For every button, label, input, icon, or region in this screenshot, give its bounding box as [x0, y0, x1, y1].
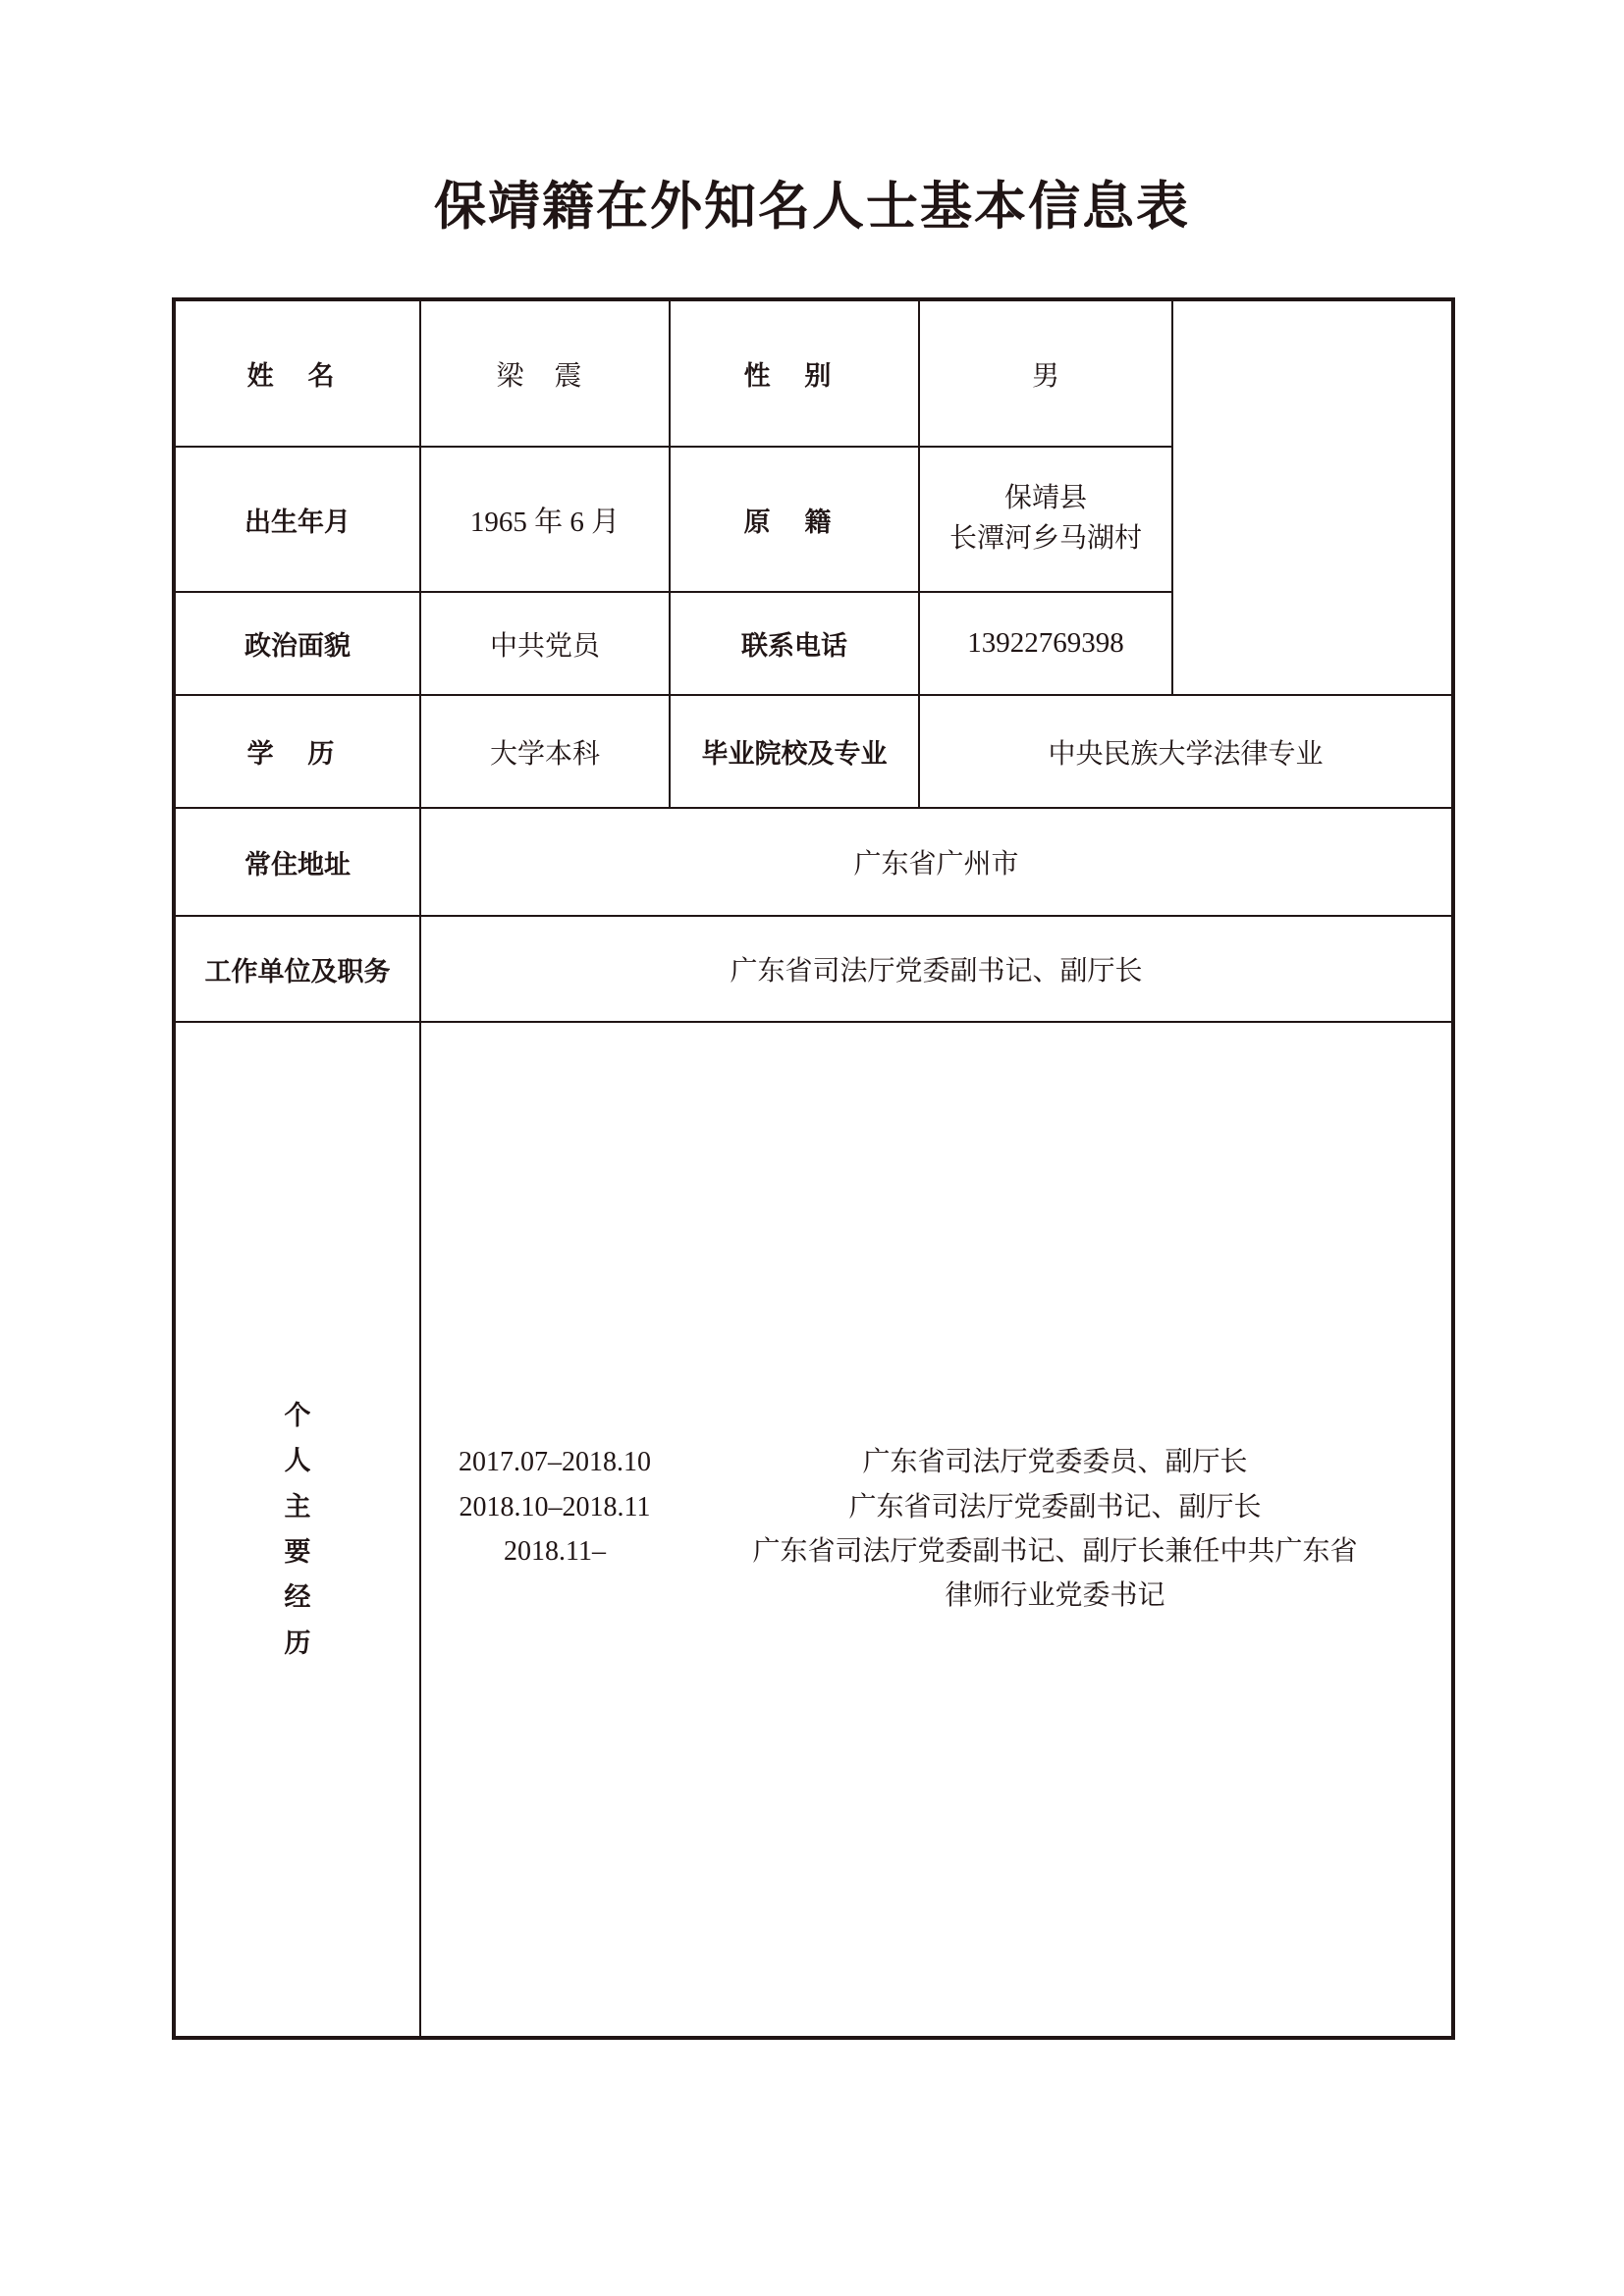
- cell-name-label: [174, 299, 420, 447]
- experience-label-char-1: 人: [284, 1446, 311, 1476]
- experience-item-desc: [659, 1529, 1451, 1619]
- experience-item-desc: [659, 1440, 1451, 1484]
- table-row-name: [174, 299, 1453, 447]
- school-value: 中央民族大学法律专业: [1048, 738, 1324, 770]
- name-value: 梁 震: [496, 360, 594, 392]
- table-row-education: [174, 695, 1453, 808]
- cell-gender-label: [670, 299, 919, 447]
- experience-item-desc-main: 广东省司法厅党委副书记、副厅长兼任中共广东省: [752, 1536, 1358, 1567]
- experience-label-char-5: 历: [284, 1628, 311, 1658]
- table-row-work: [174, 916, 1453, 1022]
- cell-origin-value: [919, 447, 1172, 592]
- experience-item-desc-main: 广东省司法厅党委副书记、副厅长: [848, 1491, 1262, 1522]
- origin-value-line1: 保靖县: [1003, 483, 1087, 514]
- experience-label-char-2: 主: [284, 1491, 311, 1522]
- phone-label: 联系电话: [741, 631, 847, 661]
- cell-origin-label: [670, 447, 919, 592]
- address-label: 常住地址: [244, 849, 351, 880]
- cell-birth-value: [420, 447, 670, 592]
- cell-work-value: [420, 916, 1453, 1022]
- experience-item-date: 2017.07–2018.10: [459, 1447, 651, 1478]
- work-label: 工作单位及职务: [204, 956, 391, 987]
- experience-label-char-3: 要: [284, 1537, 311, 1567]
- address-value: 广东省广州市: [853, 849, 1019, 880]
- phone-value: 13922769398: [967, 627, 1124, 659]
- political-label: 政治面貌: [244, 631, 351, 661]
- experience-item-date: 2018.11–: [504, 1536, 606, 1567]
- cell-education-label: [174, 695, 420, 808]
- gender-label: 性 别: [743, 361, 845, 391]
- work-value: 广东省司法厅党委副书记、副厅长: [730, 956, 1143, 987]
- experience-item-desc: [659, 1485, 1451, 1529]
- experience-label-char-0: 个: [284, 1400, 311, 1430]
- page-title: 保靖籍在外知名人士基本信息表: [434, 179, 1190, 236]
- birth-label: 出生年月: [244, 507, 351, 537]
- person-info-table: [172, 297, 1455, 2040]
- cell-school-label: [670, 695, 919, 808]
- cell-phone-value: [919, 592, 1172, 695]
- cell-phone-label: [670, 592, 919, 695]
- birth-value: 1965 年 6 月: [469, 506, 621, 538]
- cell-school-value: [919, 695, 1453, 808]
- gender-value: 男: [1031, 360, 1059, 392]
- cell-education-value: [420, 695, 670, 808]
- experience-label-char-4: 经: [284, 1582, 311, 1613]
- experience-item-desc-cont: 律师行业党委书记: [945, 1580, 1165, 1612]
- origin-value: [920, 479, 1171, 559]
- political-value: 中共党员: [489, 630, 600, 662]
- cell-work-label: [174, 916, 420, 1022]
- cell-photo: [1172, 299, 1453, 695]
- cell-gender-value: [919, 299, 1172, 447]
- cell-name-value: [420, 299, 670, 447]
- experience-label-vertical: [285, 1393, 311, 1667]
- cell-political-label: [174, 592, 420, 695]
- cell-experience-body: [420, 1022, 1453, 2038]
- education-value: 大学本科: [489, 738, 600, 770]
- experience-item-date: 2018.10–2018.11: [459, 1491, 651, 1522]
- cell-address-value: [420, 808, 1453, 916]
- name-label: 姓 名: [246, 361, 349, 391]
- cell-birth-label: [174, 447, 420, 592]
- origin-value-line2: 长潭河乡马湖村: [948, 523, 1142, 554]
- experience-item: [451, 1485, 1451, 1529]
- cell-political-value: [420, 592, 670, 695]
- origin-label: 原 籍: [743, 507, 845, 537]
- experience-item-desc-main: 广东省司法厅党委委员、副厅长: [862, 1447, 1248, 1478]
- table-row-address: [174, 808, 1453, 916]
- cell-experience-label: [174, 1022, 420, 2038]
- cell-address-label: [174, 808, 420, 916]
- education-label: 学 历: [246, 739, 349, 769]
- experience-list: [421, 1440, 1451, 1618]
- school-label: 毕业院校及专业: [701, 739, 888, 769]
- experience-item: [451, 1440, 1451, 1484]
- experience-item: [451, 1529, 1451, 1619]
- table-row-experience: [174, 1022, 1453, 2038]
